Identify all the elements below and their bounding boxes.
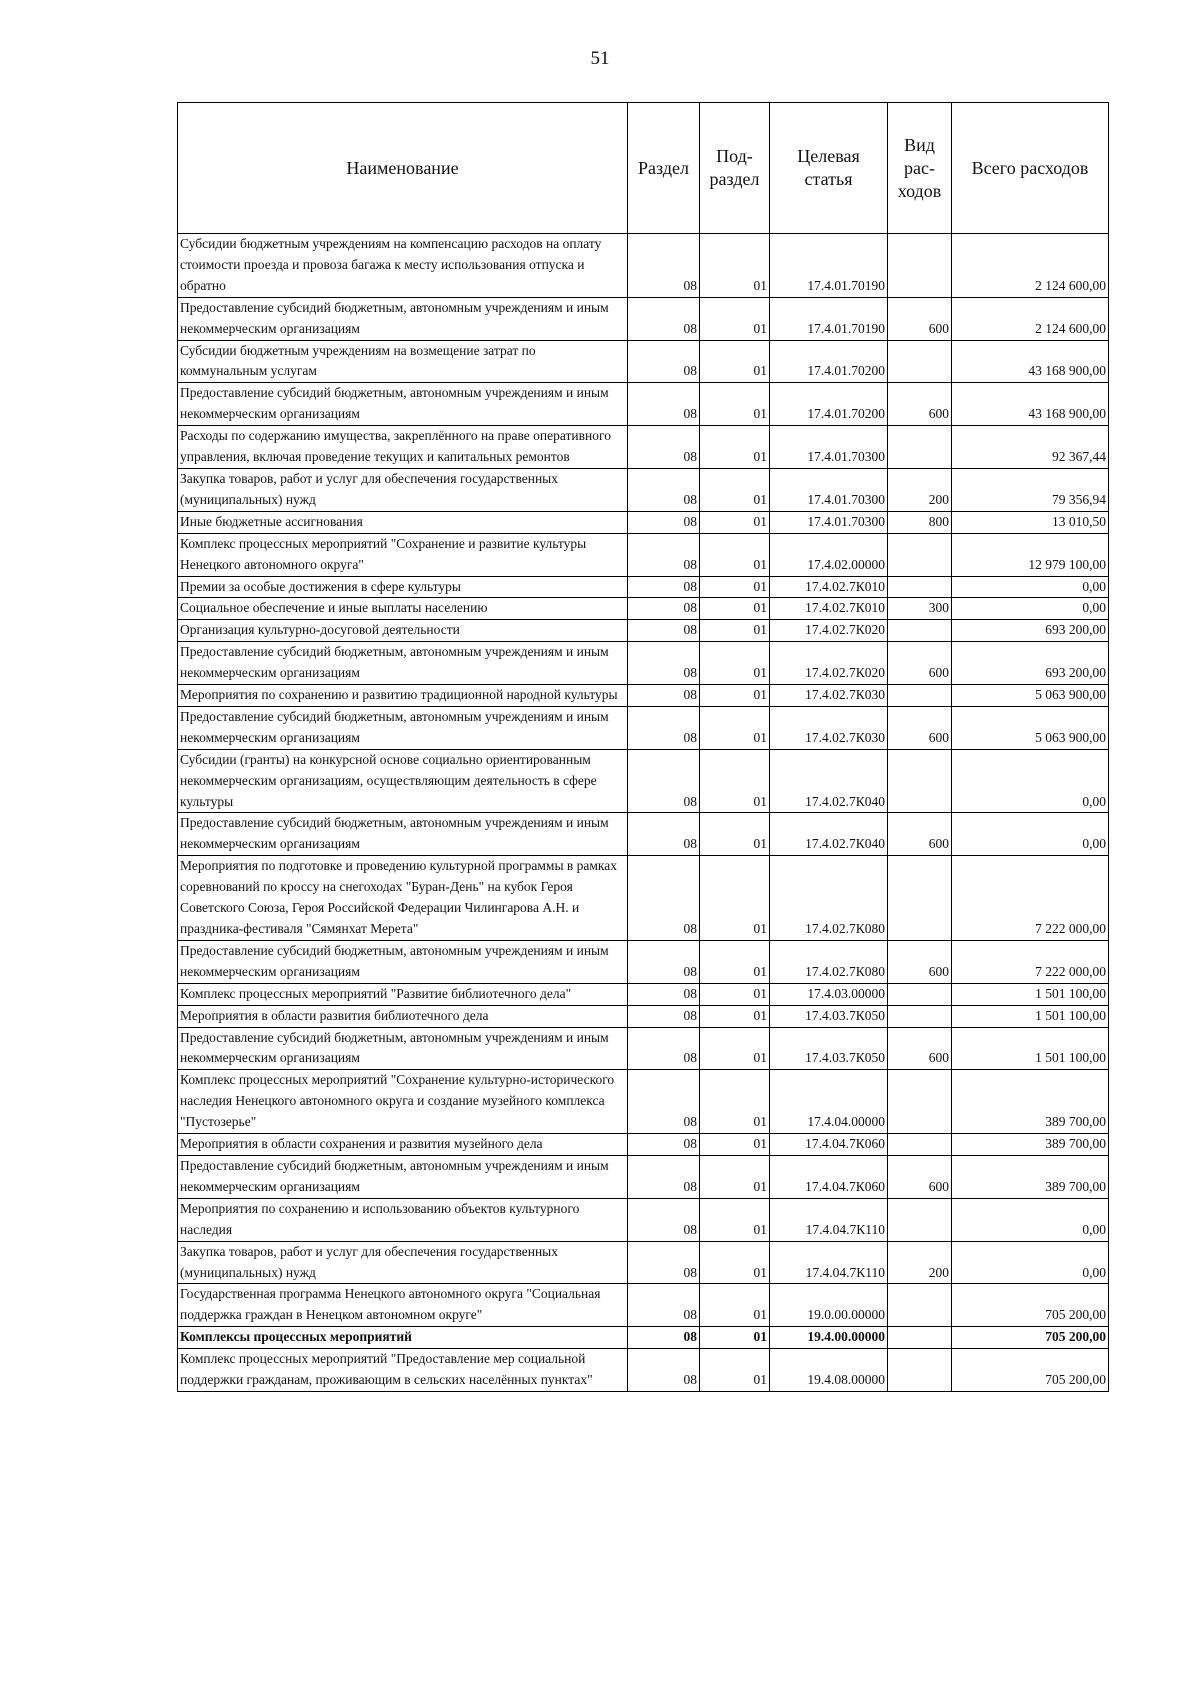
cell-statya: 17.4.04.7К110 xyxy=(770,1198,888,1241)
cell-vid xyxy=(888,1198,952,1241)
cell-statya: 17.4.02.7К010 xyxy=(770,598,888,620)
table-row xyxy=(178,856,1109,941)
cell-vid: 600 xyxy=(888,1155,952,1198)
cell-vid: 800 xyxy=(888,511,952,533)
cell-statya: 17.4.02.7К080 xyxy=(770,856,888,941)
cell-vid xyxy=(888,1284,952,1327)
cell-podrazdel: 01 xyxy=(700,1327,770,1349)
cell-statya: 17.4.01.70300 xyxy=(770,426,888,469)
cell-razdel: 08 xyxy=(628,468,700,511)
cell-razdel: 08 xyxy=(628,1070,700,1134)
cell-statya: 17.4.03.7К050 xyxy=(770,1027,888,1070)
cell-total: 79 356,94 xyxy=(952,468,1109,511)
cell-vid xyxy=(888,576,952,598)
header-name: Наименование xyxy=(178,103,628,234)
cell-razdel: 08 xyxy=(628,234,700,298)
cell-statya: 19.4.00.00000 xyxy=(770,1327,888,1349)
cell-vid: 200 xyxy=(888,468,952,511)
cell-vid xyxy=(888,533,952,576)
header-vid: Вид рас- ходов xyxy=(888,103,952,234)
table-row xyxy=(178,297,1109,340)
cell-podrazdel: 01 xyxy=(700,1134,770,1156)
cell-name: Государственная программа Ненецкого автономного округа "Социальная поддержка граждан в Ненецком автономном округе" xyxy=(178,1284,628,1327)
cell-razdel: 08 xyxy=(628,706,700,749)
cell-podrazdel: 01 xyxy=(700,813,770,856)
cell-total: 0,00 xyxy=(952,1198,1109,1241)
budget-table xyxy=(177,102,1109,1392)
table-row xyxy=(178,1327,1109,1349)
cell-razdel: 08 xyxy=(628,813,700,856)
cell-total: 389 700,00 xyxy=(952,1070,1109,1134)
cell-razdel: 08 xyxy=(628,297,700,340)
table-row xyxy=(178,576,1109,598)
cell-vid xyxy=(888,685,952,707)
cell-name: Комплекс процессных мероприятий "Предоставление мер социальной поддержки гражданам, проживающим в сельских населённых пунктах" xyxy=(178,1349,628,1392)
cell-vid: 600 xyxy=(888,383,952,426)
cell-name: Премии за особые достижения в сфере культуры xyxy=(178,576,628,598)
cell-statya: 17.4.03.00000 xyxy=(770,983,888,1005)
table-header-row xyxy=(178,103,1109,234)
cell-razdel: 08 xyxy=(628,642,700,685)
cell-total: 1 501 100,00 xyxy=(952,1005,1109,1027)
table-row xyxy=(178,642,1109,685)
cell-razdel: 08 xyxy=(628,340,700,383)
cell-name: Субсидии бюджетным учреждениям на возмещение затрат по коммунальным услугам xyxy=(178,340,628,383)
cell-statya: 17.4.02.7К030 xyxy=(770,706,888,749)
table-row xyxy=(178,983,1109,1005)
cell-vid xyxy=(888,749,952,813)
table-row xyxy=(178,620,1109,642)
cell-vid: 200 xyxy=(888,1241,952,1284)
cell-name: Комплексы процессных мероприятий xyxy=(178,1327,628,1349)
cell-razdel: 08 xyxy=(628,598,700,620)
cell-total: 705 200,00 xyxy=(952,1327,1109,1349)
cell-razdel: 08 xyxy=(628,1198,700,1241)
cell-vid: 300 xyxy=(888,598,952,620)
cell-statya: 17.4.02.7К020 xyxy=(770,642,888,685)
cell-statya: 19.4.08.00000 xyxy=(770,1349,888,1392)
cell-statya: 17.4.01.70200 xyxy=(770,340,888,383)
cell-razdel: 08 xyxy=(628,940,700,983)
cell-razdel: 08 xyxy=(628,1349,700,1392)
cell-razdel: 08 xyxy=(628,749,700,813)
cell-razdel: 08 xyxy=(628,1027,700,1070)
cell-podrazdel: 01 xyxy=(700,598,770,620)
cell-name: Мероприятия по сохранению и использованию объектов культурного наследия xyxy=(178,1198,628,1241)
table-row xyxy=(178,749,1109,813)
cell-statya: 17.4.02.7К030 xyxy=(770,685,888,707)
cell-razdel: 08 xyxy=(628,1284,700,1327)
cell-name: Предоставление субсидий бюджетным, автономным учреждениям и иным некоммерческим организациям xyxy=(178,297,628,340)
header-razdel: Раздел xyxy=(628,103,700,234)
cell-name: Социальное обеспечение и иные выплаты населению xyxy=(178,598,628,620)
cell-total: 0,00 xyxy=(952,598,1109,620)
cell-name: Мероприятия в области развития библиотечного дела xyxy=(178,1005,628,1027)
cell-vid xyxy=(888,1005,952,1027)
cell-vid: 600 xyxy=(888,940,952,983)
cell-podrazdel: 01 xyxy=(700,1284,770,1327)
cell-razdel: 08 xyxy=(628,576,700,598)
cell-total: 43 168 900,00 xyxy=(952,383,1109,426)
cell-name: Предоставление субсидий бюджетным, автономным учреждениям и иным некоммерческим организациям xyxy=(178,1155,628,1198)
cell-total: 13 010,50 xyxy=(952,511,1109,533)
cell-statya: 17.4.02.7К080 xyxy=(770,940,888,983)
table-row xyxy=(178,1005,1109,1027)
cell-vid xyxy=(888,1327,952,1349)
table-row xyxy=(178,1134,1109,1156)
cell-podrazdel: 01 xyxy=(700,1349,770,1392)
cell-razdel: 08 xyxy=(628,983,700,1005)
cell-total: 92 367,44 xyxy=(952,426,1109,469)
cell-total: 2 124 600,00 xyxy=(952,297,1109,340)
cell-podrazdel: 01 xyxy=(700,1027,770,1070)
cell-statya: 19.0.00.00000 xyxy=(770,1284,888,1327)
cell-podrazdel: 01 xyxy=(700,856,770,941)
cell-podrazdel: 01 xyxy=(700,1155,770,1198)
cell-total: 389 700,00 xyxy=(952,1134,1109,1156)
cell-name: Предоставление субсидий бюджетным, автономным учреждениям и иным некоммерческим организациям xyxy=(178,383,628,426)
cell-total: 693 200,00 xyxy=(952,642,1109,685)
cell-statya: 17.4.04.7К060 xyxy=(770,1155,888,1198)
cell-total: 693 200,00 xyxy=(952,620,1109,642)
table-body xyxy=(178,234,1109,1392)
cell-vid xyxy=(888,340,952,383)
cell-vid xyxy=(888,620,952,642)
table-row xyxy=(178,1155,1109,1198)
cell-name: Мероприятия в области сохранения и развития музейного дела xyxy=(178,1134,628,1156)
cell-vid xyxy=(888,1070,952,1134)
cell-statya: 17.4.01.70200 xyxy=(770,383,888,426)
cell-name: Предоставление субсидий бюджетным, автономным учреждениям и иным некоммерческим организациям xyxy=(178,706,628,749)
cell-total: 5 063 900,00 xyxy=(952,706,1109,749)
cell-statya: 17.4.03.7К050 xyxy=(770,1005,888,1027)
cell-podrazdel: 01 xyxy=(700,642,770,685)
cell-statya: 17.4.02.7К040 xyxy=(770,749,888,813)
cell-name: Расходы по содержанию имущества, закреплённого на праве оперативного управления, включая проведение текущих и капитальных ремонтов xyxy=(178,426,628,469)
cell-podrazdel: 01 xyxy=(700,340,770,383)
page-number: 51 xyxy=(590,48,610,69)
table-row xyxy=(178,1349,1109,1392)
cell-total: 0,00 xyxy=(952,576,1109,598)
cell-total: 1 501 100,00 xyxy=(952,1027,1109,1070)
cell-statya: 17.4.02.7К020 xyxy=(770,620,888,642)
cell-podrazdel: 01 xyxy=(700,940,770,983)
cell-razdel: 08 xyxy=(628,620,700,642)
cell-razdel: 08 xyxy=(628,1134,700,1156)
cell-name: Комплекс процессных мероприятий "Сохранение и развитие культуры Ненецкого автономного округа" xyxy=(178,533,628,576)
cell-podrazdel: 01 xyxy=(700,1070,770,1134)
header-podrazdel: Под- раздел xyxy=(700,103,770,234)
cell-razdel: 08 xyxy=(628,511,700,533)
cell-podrazdel: 01 xyxy=(700,234,770,298)
header-total: Всего расходов xyxy=(952,103,1109,234)
cell-podrazdel: 01 xyxy=(700,620,770,642)
cell-podrazdel: 01 xyxy=(700,511,770,533)
cell-vid xyxy=(888,1134,952,1156)
table-row xyxy=(178,383,1109,426)
cell-podrazdel: 01 xyxy=(700,1241,770,1284)
cell-total: 0,00 xyxy=(952,749,1109,813)
cell-total: 2 124 600,00 xyxy=(952,234,1109,298)
cell-statya: 17.4.01.70190 xyxy=(770,234,888,298)
cell-podrazdel: 01 xyxy=(700,297,770,340)
cell-podrazdel: 01 xyxy=(700,383,770,426)
cell-name: Мероприятия по сохранению и развитию традиционной народной культуры xyxy=(178,685,628,707)
cell-name: Субсидии бюджетным учреждениям на компенсацию расходов на оплату стоимости проезда и провоза багажа к месту использования отпуска и обратно xyxy=(178,234,628,298)
cell-razdel: 08 xyxy=(628,426,700,469)
table-row xyxy=(178,1241,1109,1284)
cell-name: Мероприятия по подготовке и проведению культурной программы в рамках соревнований по кроссу на снегоходах "Буран-День" на кубок Героя Советского Союза, Героя Российской Федерации Чилингарова А.Н. и праздника-фестиваля "Сямянхат Мерета" xyxy=(178,856,628,941)
table-row xyxy=(178,598,1109,620)
cell-statya: 17.4.04.00000 xyxy=(770,1070,888,1134)
cell-name: Комплекс процессных мероприятий "Развитие библиотечного дела" xyxy=(178,983,628,1005)
cell-razdel: 08 xyxy=(628,1327,700,1349)
cell-vid xyxy=(888,856,952,941)
cell-total: 5 063 900,00 xyxy=(952,685,1109,707)
cell-statya: 17.4.04.7К110 xyxy=(770,1241,888,1284)
cell-podrazdel: 01 xyxy=(700,1005,770,1027)
cell-total: 43 168 900,00 xyxy=(952,340,1109,383)
cell-podrazdel: 01 xyxy=(700,706,770,749)
table-row xyxy=(178,706,1109,749)
cell-total: 705 200,00 xyxy=(952,1284,1109,1327)
table-row xyxy=(178,940,1109,983)
cell-razdel: 08 xyxy=(628,1155,700,1198)
cell-name: Предоставление субсидий бюджетным, автономным учреждениям и иным некоммерческим организациям xyxy=(178,813,628,856)
cell-razdel: 08 xyxy=(628,533,700,576)
cell-total: 1 501 100,00 xyxy=(952,983,1109,1005)
cell-podrazdel: 01 xyxy=(700,1198,770,1241)
cell-vid: 600 xyxy=(888,642,952,685)
cell-vid xyxy=(888,1349,952,1392)
cell-name: Закупка товаров, работ и услуг для обеспечения государственных (муниципальных) нужд xyxy=(178,1241,628,1284)
table-row xyxy=(178,813,1109,856)
table-row xyxy=(178,685,1109,707)
cell-podrazdel: 01 xyxy=(700,426,770,469)
cell-vid: 600 xyxy=(888,297,952,340)
cell-statya: 17.4.04.7К060 xyxy=(770,1134,888,1156)
cell-podrazdel: 01 xyxy=(700,749,770,813)
cell-razdel: 08 xyxy=(628,383,700,426)
cell-name: Предоставление субсидий бюджетным, автономным учреждениям и иным некоммерческим организациям xyxy=(178,642,628,685)
cell-name: Организация культурно-досуговой деятельности xyxy=(178,620,628,642)
table-row xyxy=(178,1027,1109,1070)
table-row xyxy=(178,340,1109,383)
cell-statya: 17.4.02.00000 xyxy=(770,533,888,576)
table-row xyxy=(178,1070,1109,1134)
table-row xyxy=(178,234,1109,298)
cell-podrazdel: 01 xyxy=(700,468,770,511)
cell-name: Комплекс процессных мероприятий "Сохранение культурно-исторического наследия Ненецкого автономного округа и создание музейного комплекса "Пустозерье" xyxy=(178,1070,628,1134)
cell-statya: 17.4.02.7К040 xyxy=(770,813,888,856)
cell-statya: 17.4.01.70190 xyxy=(770,297,888,340)
cell-statya: 17.4.02.7К010 xyxy=(770,576,888,598)
table-row xyxy=(178,426,1109,469)
cell-vid xyxy=(888,234,952,298)
table-row xyxy=(178,511,1109,533)
cell-razdel: 08 xyxy=(628,1005,700,1027)
cell-total: 7 222 000,00 xyxy=(952,940,1109,983)
table-row xyxy=(178,533,1109,576)
cell-total: 389 700,00 xyxy=(952,1155,1109,1198)
cell-vid: 600 xyxy=(888,813,952,856)
cell-name: Закупка товаров, работ и услуг для обеспечения государственных (муниципальных) нужд xyxy=(178,468,628,511)
cell-name: Предоставление субсидий бюджетным, автономным учреждениям и иным некоммерческим организациям xyxy=(178,1027,628,1070)
cell-total: 0,00 xyxy=(952,1241,1109,1284)
table-row xyxy=(178,468,1109,511)
cell-podrazdel: 01 xyxy=(700,983,770,1005)
cell-podrazdel: 01 xyxy=(700,576,770,598)
cell-total: 705 200,00 xyxy=(952,1349,1109,1392)
cell-name: Субсидии (гранты) на конкурсной основе социально ориентированным некоммерческим организациям, осуществляющим деятельность в сфере культуры xyxy=(178,749,628,813)
cell-total: 0,00 xyxy=(952,813,1109,856)
cell-name: Иные бюджетные ассигнования xyxy=(178,511,628,533)
cell-statya: 17.4.01.70300 xyxy=(770,511,888,533)
cell-name: Предоставление субсидий бюджетным, автономным учреждениям и иным некоммерческим организациям xyxy=(178,940,628,983)
cell-total: 7 222 000,00 xyxy=(952,856,1109,941)
cell-statya: 17.4.01.70300 xyxy=(770,468,888,511)
cell-razdel: 08 xyxy=(628,685,700,707)
cell-razdel: 08 xyxy=(628,1241,700,1284)
cell-vid xyxy=(888,983,952,1005)
cell-vid: 600 xyxy=(888,706,952,749)
table-row xyxy=(178,1198,1109,1241)
cell-total: 12 979 100,00 xyxy=(952,533,1109,576)
cell-podrazdel: 01 xyxy=(700,533,770,576)
table-row xyxy=(178,1284,1109,1327)
cell-razdel: 08 xyxy=(628,856,700,941)
header-statya: Целевая статья xyxy=(770,103,888,234)
cell-podrazdel: 01 xyxy=(700,685,770,707)
cell-vid: 600 xyxy=(888,1027,952,1070)
cell-vid xyxy=(888,426,952,469)
